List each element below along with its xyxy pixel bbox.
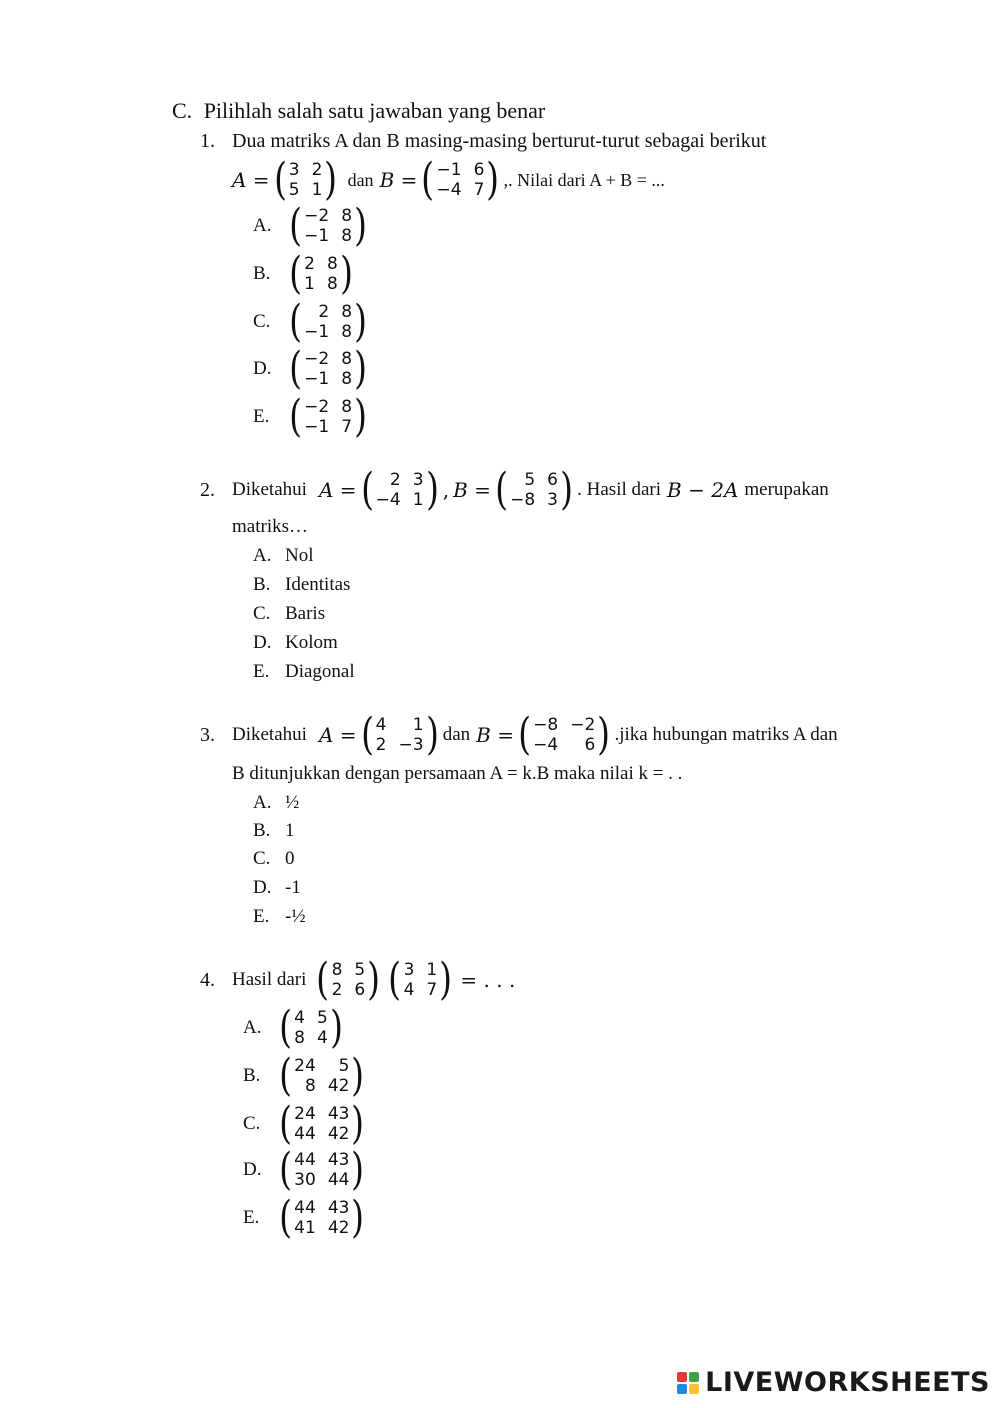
option-2c[interactable]: C. Baris [253,603,326,624]
option-3b[interactable]: B. 1 [253,820,295,841]
option-matrix: ( 4 5 8 4 ) [279,1002,343,1053]
matrix-b: ( 5 6 −8 3 ) [495,464,573,515]
option-3c[interactable]: C. 0 [253,848,295,869]
question-1-line2 [232,154,665,205]
option-1e[interactable]: E. ( −2 8 −1 7 ) [253,397,371,437]
matrix-a-label: A = [232,168,270,192]
option-2b[interactable]: B. Identitas [253,574,351,595]
matrix-b-label: B = [379,168,418,192]
question-number: 1. [200,130,215,152]
matrix-b: ( −8 −2 −4 6 ) [518,709,611,760]
option-4d[interactable]: D. ( 44 43 30 44 ) [243,1150,369,1190]
option-matrix: ( 44 43 41 42 ) [279,1192,365,1243]
option-matrix: ( 44 43 30 44 ) [279,1144,365,1195]
option-1a[interactable]: A. ( −2 8 −1 8 ) [253,206,371,246]
logo-square-green [689,1372,699,1382]
option-3e[interactable]: E. -½ [253,906,306,927]
question-2-line2: matriks… [232,516,308,537]
option-4b[interactable]: B. ( 24 5 8 42 ) [243,1056,369,1096]
option-1d[interactable]: D. ( −2 8 −1 8 ) [253,349,371,389]
option-matrix: ( 24 5 8 42 ) [279,1050,365,1101]
option-matrix: ( 24 43 44 42 ) [279,1098,365,1149]
logo-square-yellow [689,1384,699,1394]
question-3-line2: B ditunjukkan dengan persamaan A = k.B maka nilai k = . . [232,763,683,784]
logo-square-red [677,1372,687,1382]
question-number: 3. [200,723,215,746]
option-matrix: ( −2 8 −1 7 ) [289,391,368,442]
logo-icon [677,1372,699,1394]
question-number: 4. [200,968,215,991]
question-text: Dua matriks A dan B masing-masing berturut-turut sebagai berikut [232,130,767,152]
question-4-line1: 4. Hasil dari ( 8 5 2 6 ) ( 3 1 4 7 ) = . . . [200,954,516,1005]
question-1-line1 [200,130,766,153]
option-matrix: ( −2 8 −1 8 ) [289,200,368,251]
option-2e[interactable]: E. Diagonal [253,661,355,682]
matrix-a: ( 2 3 −4 1 ) [360,464,439,515]
matrix-a: ( 3 2 5 1 ) [273,154,338,205]
liveworksheets-logo[interactable] [677,1367,990,1398]
option-3d[interactable]: D. -1 [253,877,301,898]
logo-text: LIVEWORKSHEETS [705,1367,990,1398]
text-dan: dan [347,169,374,190]
section-title: Pilihlah salah satu jawaban yang benar [203,98,546,123]
option-3a[interactable]: A. ½ [253,792,300,813]
option-1c[interactable]: C. ( 2 8 −1 8 ) [253,302,371,342]
option-matrix: ( 2 8 1 8 ) [289,248,353,299]
question-2-line1: 2. Diketahui A = ( 2 3 −4 1 ) , B = ( 5 6 −8 3 ) . Hasil dari B − 2A merupakan [200,464,829,515]
question-3-line1: 3. Diketahui A = ( 4 1 2 −3 ) dan B = ( −8 −2 −4 6 ) .jika hubungan matriks A dan [200,709,838,760]
matrix-b: ( −1 6 −4 7 ) [421,154,500,205]
option-4e[interactable]: E. ( 44 43 41 42 ) [243,1198,369,1238]
option-2d[interactable]: D. Kolom [253,632,338,653]
matrix-a: ( 4 1 2 −3 ) [360,709,439,760]
option-matrix: ( 2 8 −1 8 ) [289,296,368,347]
section-header [172,98,545,124]
matrix-m2: ( 3 1 4 7 ) [388,954,453,1005]
section-label: C. [172,98,193,123]
logo-square-blue [677,1384,687,1394]
option-1b[interactable]: B. ( 2 8 1 8 ) [253,254,357,294]
matrix-m1: ( 8 5 2 6 ) [316,954,381,1005]
question-number: 2. [200,478,215,501]
option-4a[interactable]: A. ( 4 5 8 4 ) [243,1008,347,1048]
option-matrix: ( −2 8 −1 8 ) [289,343,368,394]
option-4c[interactable]: C. ( 24 43 44 42 ) [243,1104,369,1144]
option-2a[interactable]: A. Nol [253,545,314,566]
question-tail: ,. Nilai dari A + B = ... [503,169,665,190]
